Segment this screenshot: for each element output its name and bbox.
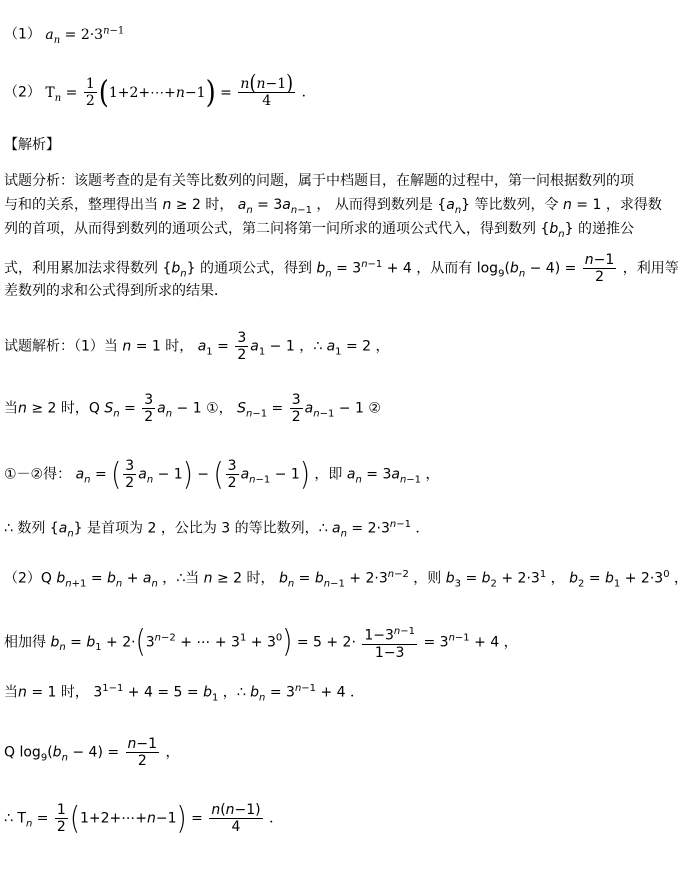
solution-line-3: ①－②得： $a_n$ = ( $\frac{3}{2}$ $a_n - 1$) − ( $\frac{3}{2}$ $a_{n-1} - 1$) ，即 $a_n = 3a_{n-1}$ ， (4, 456, 440, 493)
analysis-line-4: 式，利用累加法求得数列 $\{b_n\}$ 的通项公式，得到 $b_n = 3^{n-1} + 4$ ，从而有 $\log_9(b_n - 4)$ = $\frac{n-1}{2}$ ，利用等 (4, 252, 679, 285)
analysis-line-3: 列的首项，从而得到数列的通项公式，第二问将第一问所求的通项公式代入，得到数列 $\{b_n\}$ 的递推公 (4, 221, 634, 240)
solution-line-4: ∴ 数列 $\{a_n\}$ 是首项为 2 ，公比为 3 的等比数列，∴ $a_n = 2\cdot 3^{n-1}$ ． (4, 519, 430, 540)
solution-line-6: 相加得 $b_n = b_1 + 2\cdot(3^{n-2}$ + ⋯ + $3^1 + 3^0) = 5 + 2\cdot$ $\frac{1-3^{n-1}}{1-3}$ = $3^{n-1} + 4$ ， (4, 624, 518, 661)
formula: $a_n = 2\cdot 3^{n-1}$ (45, 25, 125, 46)
analysis-line-1: 试题分析：该题考查的是有关等比数列的问题，属于中档题目，在解题的过程中，第一问根据数列的项 (4, 173, 634, 189)
solution-line-1: 试题解析：（1）当 n = 1 时， $a_1$ = $\frac{3}{2}$ $a_1 - 1$ ，∴ $a_1 = 2$ ， (4, 330, 390, 363)
formula: $T_n$ = $\frac{1}{2}$ (1+2+⋯+n−1) = $\frac{n(n-1)}{4}$ (45, 70, 294, 111)
solution-line-9: ∴ $T_n$ = $\frac{1}{2}$ (1+2+⋯+n−1) = $\frac{n(n-1)}{4}$ ． (4, 800, 284, 837)
answer-part-1: （1） $a_n = 2\cdot 3^{n-1}$ (4, 25, 125, 46)
analysis-line-2: 与和的关系，整理得出当 n ≥ 2 时， $a_n = 3a_{n-1}$ ， 从而得到数列是 $\{a_n\}$ 等比数列，令 n = 1 ，求得数 (4, 197, 662, 216)
analysis-line-5: 差数列的求和公式得到所求的结果． (4, 283, 228, 299)
solution-line-5: （2）Q $b_{n+1} = b_n + a_n$ ，∴当 n ≥ 2 时， $b_n = b_{n-1} + 2\cdot 3^{n-2}$ ，则 $b_3 = b_2 + 2\cdot 3^1$ ， $b_2 = b_1 + 2\cdot 3^0$ ， (4, 569, 688, 590)
solution-line-7: 当n = 1 时， $3^{1-1} + 4 = 5 = b_1$ ，∴ $b_n = 3^{n-1} + 4$ ． (4, 683, 365, 704)
solution-line-2: 当n ≥ 2 时，Q $S_n$ = $\frac{3}{2}$ $a_n - 1$ ①， $S_{n-1}$ = $\frac{3}{2}$ $a_{n-1} - 1$ ② (4, 392, 381, 425)
answer-part-2: （2） $T_n$ = $\frac{1}{2}$ (1+2+⋯+n−1) = $\frac{n(n-1)}{4}$ ． (4, 70, 316, 111)
solution-line-8: Q $\log_9(b_n - 4)$ = $\frac{n-1}{2}$ ， (4, 736, 180, 769)
analysis-heading: 【解析】 (4, 137, 60, 153)
